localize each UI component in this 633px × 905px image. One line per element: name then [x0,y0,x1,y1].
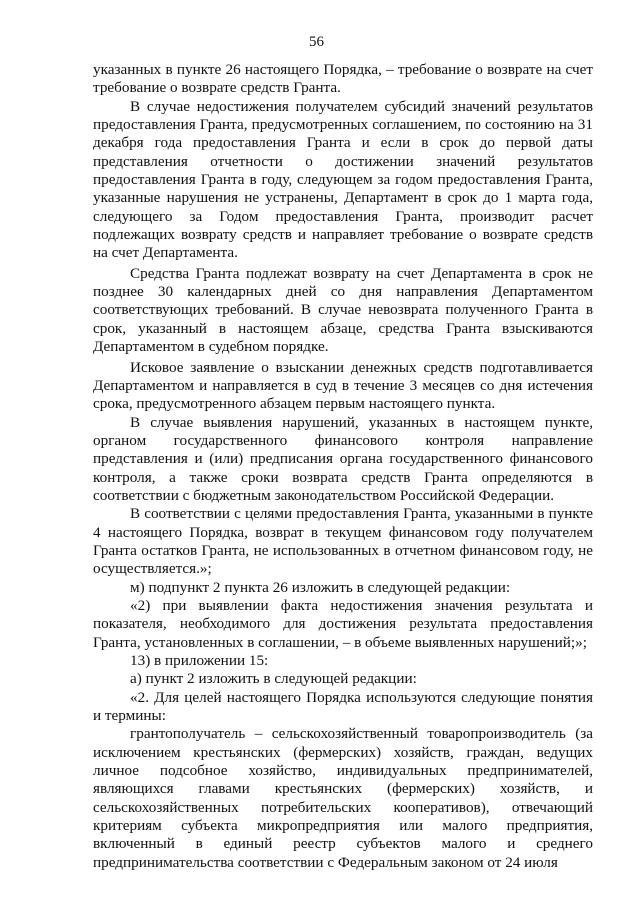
paragraph-financial-control: В случае выявления нарушений, указанных в настоящем пункте, органом государственного финансового контроля направление представления и (или) предписания органа государственного финансового контроля, а также сроки возврата средств Гранта определяются в соответствии с бюджетным законодательством Российской Федерации. [93,413,593,504]
paragraph-lawsuit: Исковое заявление о взыскании денежных средств подготавливается Департаментом и направляется в суд в течение 3 месяцев со дня истечения срока, предусмотренного абзацем первым настоящего пункта. [93,358,593,413]
paragraph-grant-recipient-definition: грантополучатель – сельскохозяйственный товаропроизводитель (за исключением крестьянских (фермерских) хозяйств, граждан, ведущих личное подсобное хозяйство, индивидуальных предпринимателей, являющихся главами крестьянских (фермерских) хозяйств, и сельскохозяйственных потребительских кооперативов), отвечающий критериям субъекта микропредприятия или малого предприятия, включенный в единый реестр субъектов малого и среднего предпринимательства соответствии с Федеральным законом от 24 июля [93,725,593,871]
paragraph-unused-remainder: В соответствии с целями предоставления Гранта, указанными в пункте 4 настоящего Порядка, возврат в текущем финансовом году получателем Гранта остатков Гранта, не использованных в отчетном финансовом году, не осуществляется.»; [93,505,593,578]
paragraph-grant-return-deadline: Средства Гранта подлежат возврату на счет Департамента в срок не позднее 30 календарных дней со дня направления Департаментом соответствующих требований. В случае невозврата полученного Гранта в срок, указанный в настоящем абзаце, средства Гранта взыскиваются Департаментом в судебном порядке. [93,264,593,356]
page-number: 56 [309,34,324,50]
paragraph-quoted-item-2: «2) при выявлении факта недостижения значения результата и показателя, необходимого для достижения результата предоставления Гранта, установленных в соглашении, – в объеме выявленных нарушений;»; [93,596,593,651]
document-body [93,61,593,872]
paragraph-subitem-a: а) пункт 2 изложить в следующей редакции: [130,670,417,688]
paragraph-continuation: указанных в пункте 26 настоящего Порядка, – требование о возврате на счет требование о возврате средств Гранта. [93,61,593,97]
paragraph-definitions-intro: «2. Для целей настоящего Порядка используются следующие понятия и термины: [93,688,593,725]
paragraph-subitem-m: м) подпункт 2 пункта 26 изложить в следующей редакции: [130,578,511,596]
paragraph-grant-results-not-achieved: В случае недостижения получателем субсидий значений результатов предоставления Гранта, предусмотренных соглашением, по состоянию на 31 декабря года предоставления Гранта и если в срок до первой даты представления отчетности о достижении значений результатов предоставления Гранта в году, следующем за годом предоставления Гранта, указанные нарушения не устранены, Департамент в срок до 1 марта года, следующего за Годом предоставления Гранта, производит расчет подлежащих возврату средств и направляет требование о возврате средств на счет Департамента. [93,97,593,262]
paragraph-item-13: 13) в приложении 15: [130,652,269,669]
